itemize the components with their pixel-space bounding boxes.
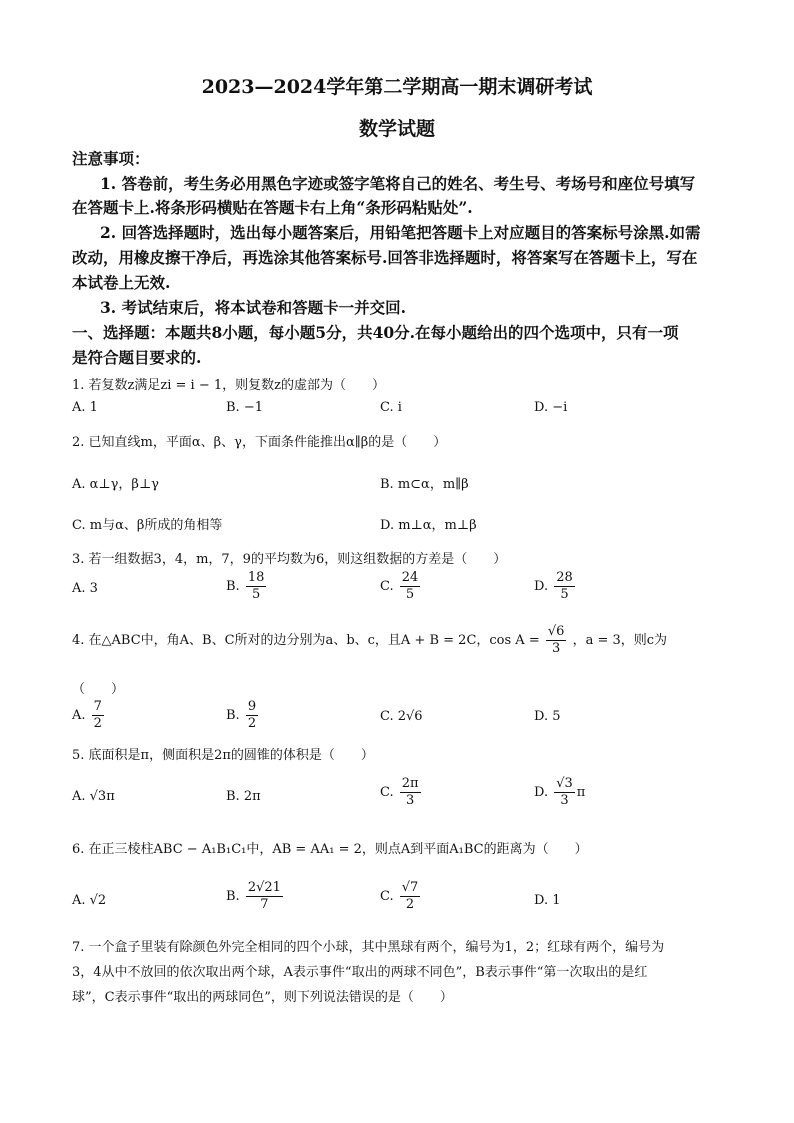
option-c: C. 2√6 [380, 709, 423, 724]
exam-title: 2023—2024学年第二学期高一期末调研考试 [201, 76, 593, 98]
option-a: A. √2 [72, 893, 107, 908]
fraction [546, 624, 567, 657]
numerator: 18 [247, 570, 265, 585]
fraction [400, 570, 421, 603]
section-heading-cont: 是符合题目要求的. [72, 348, 202, 367]
denominator: 2 [405, 897, 415, 912]
question-stem: 一个盒子里装有除颜色外完全相同的四个小球，其中黑球有两个，编号为1，2；红球有两个，编号为 [88, 940, 665, 955]
question-stem: 若一组数据3，4，m，7，9的平均数为6，则这组数据的方差是（ ） [88, 552, 507, 567]
numerator: 24 [401, 570, 419, 585]
option-d [534, 570, 577, 603]
question-5 [72, 744, 374, 763]
option-a: A. √3π [72, 789, 115, 804]
notice-item: 改动，用橡皮擦干净后，再选涂其他答案标号.回答非选择题时，将答案写在答题卡上，写在 [72, 248, 698, 267]
option-a: A. 3 [72, 581, 98, 596]
numerator: 2π [401, 776, 419, 791]
option-d: D. 5 [534, 709, 561, 724]
fraction [92, 699, 104, 732]
option-c [380, 880, 422, 913]
option-c: C. m与α、β所成的角相等 [72, 518, 223, 533]
section-heading: 一、选择题：本题共8小题，每小题5分，共40分.在每小题给出的四个选项中，只有一项 [72, 323, 679, 342]
question-number: 6. [72, 842, 85, 857]
question-7-line: 球”，C表示事件“取出的两球同色”，则下列说法错误的是（ ） [72, 990, 453, 1005]
denominator: 5 [251, 587, 261, 602]
option-label: C. [380, 785, 394, 800]
denominator: 3 [552, 641, 561, 656]
question-number: 7. [72, 940, 85, 955]
notice-item: 2. 回答选择题时，选出每小题答案后，用铅笔把答题卡上对应题目的答案标号涂黑.如需 [100, 223, 701, 242]
numerator: √7 [401, 880, 419, 895]
question-number: 5. [72, 748, 85, 763]
notice-item: 在答题卡上.将条形码横贴在答题卡右上角“条形码粘贴处”. [72, 198, 473, 217]
denominator: 3 [406, 793, 415, 808]
option-label: B. [226, 708, 240, 723]
numerator: 2√21 [247, 880, 281, 895]
fraction [400, 776, 421, 809]
question-stem: 若复数z满足zi = i − 1，则复数z的虚部为（ ） [88, 378, 385, 393]
option-label: D. [534, 579, 549, 594]
option-c: C. i [380, 400, 402, 415]
option-a [72, 699, 106, 732]
option-c [380, 776, 423, 809]
denominator: 2 [247, 716, 257, 731]
option-a: A. α⊥γ，β⊥γ [72, 477, 159, 492]
denominator: 2 [93, 716, 102, 731]
question-stem: 在△ABC中，角A、B、C所对的边分别为a、b、c，且A + B = 2C，cos A = [88, 633, 540, 648]
fraction [400, 880, 421, 913]
option-b: B. 2π [226, 789, 261, 804]
question-stem-cont: ，a = 3，则c为 [572, 633, 668, 648]
option-label: A. [72, 708, 86, 723]
question-stem: 已知直线m，平面α、β、γ，下面条件能推出α∥β的是（ ） [88, 435, 447, 450]
option-d: D. 1 [534, 893, 561, 908]
question-number: 2. [72, 435, 85, 450]
notice-item: 本试卷上无效. [72, 273, 171, 292]
numerator: 7 [93, 699, 102, 714]
option-b [226, 699, 260, 732]
numerator: 28 [556, 570, 573, 585]
denominator: 5 [405, 587, 415, 602]
question-3 [72, 548, 506, 567]
option-b: B. −1 [226, 400, 263, 415]
pi-suffix: π [576, 785, 586, 800]
numerator: 9 [247, 699, 257, 714]
option-a: A. 1 [72, 400, 98, 415]
denominator: 7 [260, 897, 269, 912]
question-number: 1. [72, 378, 85, 393]
option-b: B. m⊂α，m∥β [380, 477, 469, 492]
option-d: D. −i [534, 400, 568, 415]
numerator: √6 [547, 624, 565, 639]
option-label: D. [534, 785, 549, 800]
option-b [226, 880, 285, 913]
option-c [380, 570, 422, 603]
denominator: 5 [560, 587, 569, 602]
answer-parens: （ ） [72, 682, 125, 697]
question-number: 3. [72, 552, 85, 567]
fraction [554, 776, 575, 809]
notice-heading: 注意事项： [72, 149, 150, 168]
denominator: 3 [560, 793, 569, 808]
fraction [246, 880, 283, 913]
question-6 [72, 838, 588, 857]
question-2 [72, 431, 446, 450]
question-7 [72, 936, 664, 955]
question-4 [72, 624, 667, 657]
notice-item: 3. 考试结束后，将本试卷和答题卡一并交回. [100, 298, 406, 317]
option-label: C. [380, 579, 394, 594]
option-label: B. [226, 579, 240, 594]
fraction [246, 699, 258, 732]
question-number: 4. [72, 633, 85, 648]
question-stem: 底面积是π，侧面积是2π的圆锥的体积是（ ） [88, 748, 374, 763]
question-1 [72, 374, 385, 393]
option-d [534, 776, 585, 809]
option-label: C. [380, 889, 394, 904]
question-stem: 在正三棱柱ABC − A₁B₁C₁中，AB = AA₁ = 2，则点A到平面A₁BC的距离为（ ） [88, 842, 588, 857]
exam-subtitle: 数学试题 [358, 118, 435, 140]
option-d: D. m⊥α，m⊥β [380, 518, 477, 533]
fraction [246, 570, 267, 603]
numerator: √3 [556, 776, 573, 791]
fraction [554, 570, 575, 603]
question-7-line: 3，4从中不放回的依次取出两个球，A表示事件“取出的两球不同色”，B表示事件“第一次取出的是红 [72, 965, 648, 980]
notice-item: 1. 答卷前，考生务必用黑色字迹或签字笔将自己的姓名、考生号、考场号和座位号填写 [100, 174, 696, 193]
option-b [226, 570, 268, 603]
option-label: B. [226, 889, 240, 904]
